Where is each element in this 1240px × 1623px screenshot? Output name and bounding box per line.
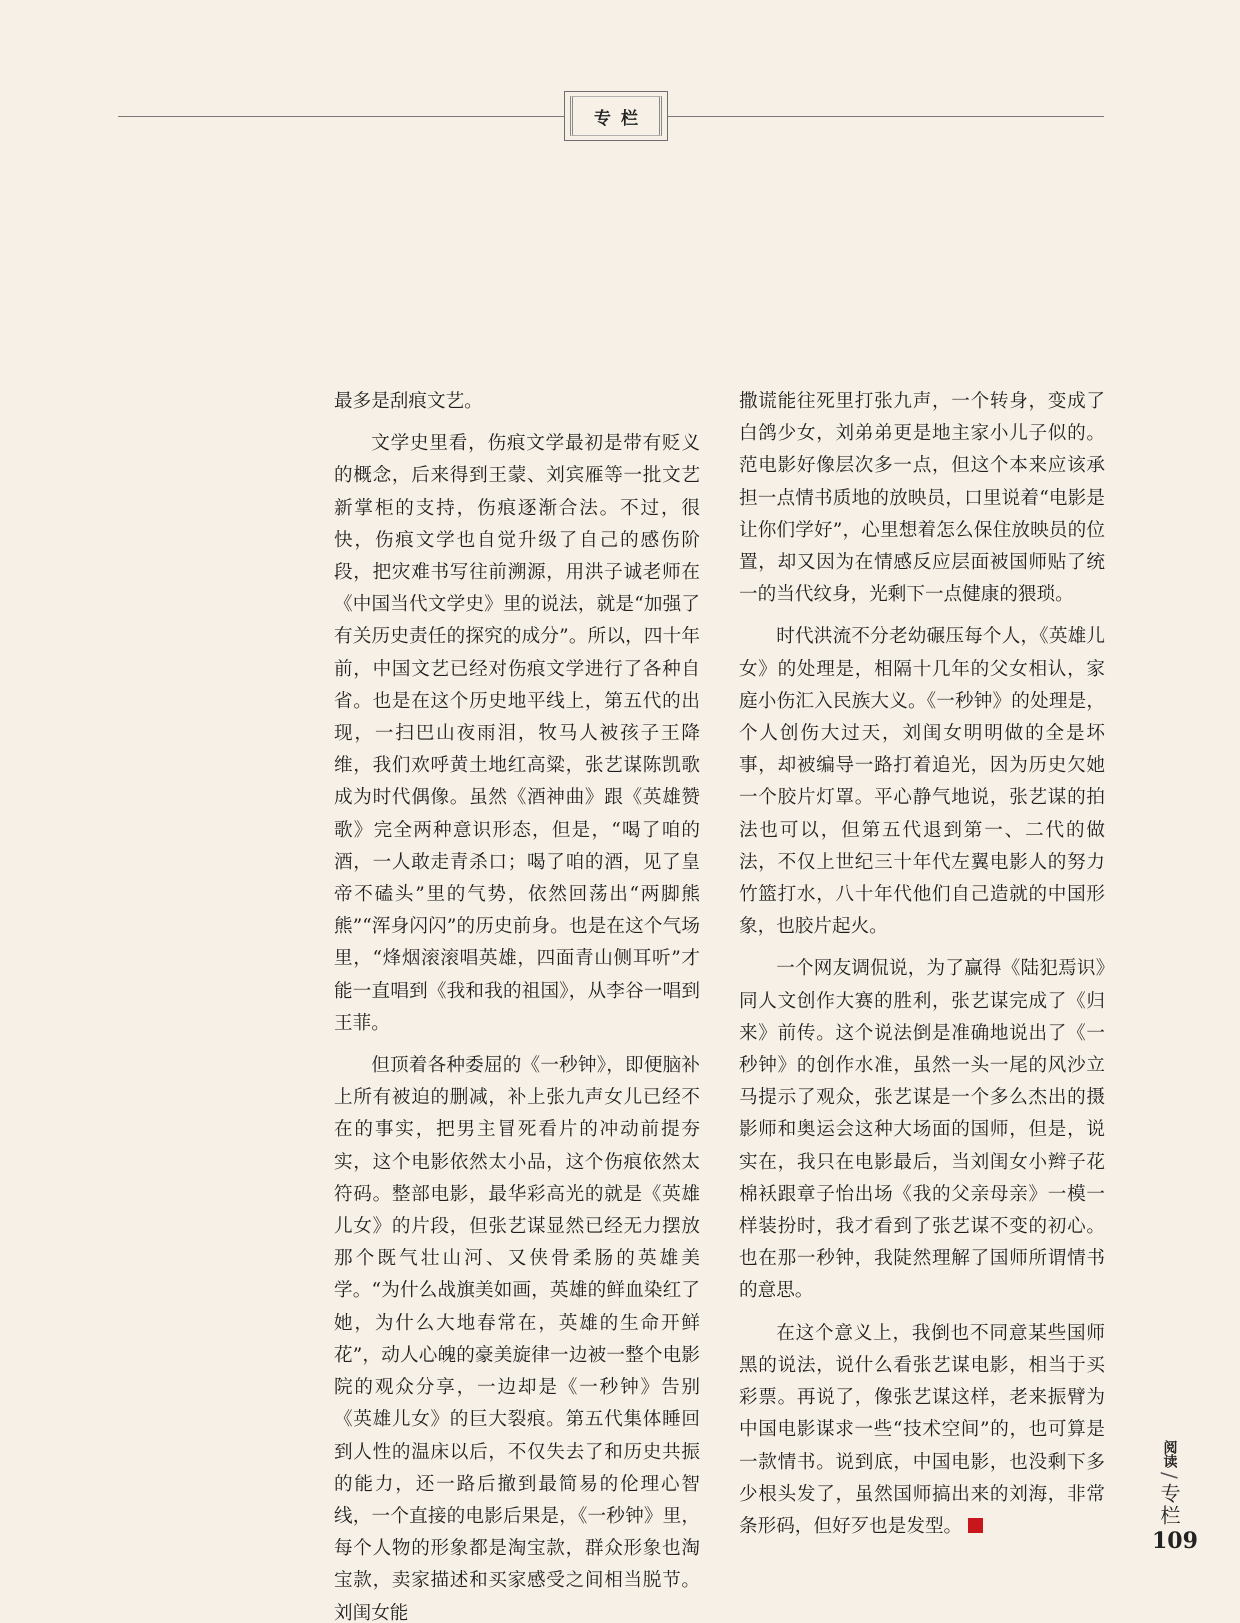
paragraph: 最多是刮痕文艺。 [334,391,483,412]
left-column [334,386,700,1623]
paragraph: 但顶着各种委屈的《一秒钟》，即便脑补上所有被迫的删减，补上张九声女儿已经不在的事实，把男主冒死看片的冲动前提夯实，这个电影依然太小品，这个伤痕依然太符码。整部电影，最华彩高光的就是《英雄儿女》的片段，但张艺谋显然已经无力摆放那个既气壮山河、又侠骨柔肠的英雄美学。“为什么战旗美如画，英雄的鲜血染红了她，为什么大地春常在，英雄的生命开鲜花”，动人心魄的豪美旋律一边被一整个电影院的观众分享，一边却是《一秒钟》告别《英雄儿女》的巨大裂痕。第五代集体睡回到人性的温床以后，不仅失去了和历史共振的能力，还一路后撤到最简易的伦理心智线，一个直接的电影后果是，《一秒钟》里，每个人物的形象都是淘宝款，群众形象也淘宝款，卖家描述和买家感受之间相当脱节。刘闺女能 [334,1055,700,1623]
paragraph-final-text: 在这个意义上，我倒也不同意某些国师黑的说法，说什么看张艺谋电影，相当于买彩票。再说了，像张艺谋这样，老来振臂为中国电影谋求一些“技术空间”的，也可算是一款情书。说到底，中国电影，也没剩下多少根头发了，虽然国师搞出来的刘海，非常条形码，但好歹也是发型。 [739,1322,1105,1537]
paragraph: 文学史里看，伤痕文学最初是带有贬义的概念，后来得到王蒙、刘宾雁等一批文艺新掌柜的支持，伤痕逐渐合法。不过，很快，伤痕文学也自觉升级了自己的感伤阶段，把灾难书写往前溯源，用洪子诚老师在《中国当代文学史》里的说法，就是“加强了有关历史责任的探究的成分”。所以，四十年前，中国文艺已经对伤痕文学进行了各种自省。也是在这个历史地平线上，第五代的出现，一扫巴山夜雨泪，牧马人被孩子王降维，我们欢呼黄土地红高粱，张艺谋陈凯歌成为时代偶像。虽然《酒神曲》跟《英雄赞歌》完全两种意识形态，但是，“喝了咱的酒，一人敢走青杀口；喝了咱的酒，见了皇帝不磕头”里的气势，依然回荡出“两脚熊熊”“浑身闪闪”的历史前身。也是在这个气场里，“烽烟滚滚唱英雄，四面青山侧耳听”才能一直唱到《我和我的祖国》，从李谷一唱到王菲。 [334,433,700,1034]
right-column [739,386,1105,1543]
paragraph: 撒谎能往死里打张九声，一个转身，变成了白鸽少女，刘弟弟更是地主家小儿子似的。范电影好像层次多一点，但这个本来应该承担一点情书质地的放映员，口里说着“电影是让你们学好”，心里想着怎么保住放映员的位置，却又因为在情感反应层面被国师贴了统一的当代纹身，光剩下一点健康的猥琐。 [739,391,1105,606]
running-footer [1155,1440,1184,1527]
magazine-brand: 阅读 [1161,1440,1178,1468]
footer-divider: / [1157,1472,1182,1479]
end-of-article-mark [968,1518,983,1533]
header-rule-right [668,116,1104,117]
section-header-label: 专栏 [594,108,648,129]
paragraph: 时代洪流不分老幼碾压每个人，《英雄儿女》的处理是，相隔十几年的父女相认，家庭小伤汇入民族大义。《一秒钟》的处理是，个人创伤大过天，刘闺女明明做的全是坏事，却被编导一路打着追光，因为历史欠她一个胶片灯罩。平心静气地说，张艺谋的拍法也可以，但第五代退到第一、二代的做法，不仅上世纪三十年代左翼电影人的努力竹篮打水，八十年代他们自己造就的中国形象，也胶片起火。 [739,626,1105,938]
page-number: 109 [1152,1528,1198,1554]
footer-section: 专栏 [1157,1482,1181,1527]
header-rule-left [118,116,564,117]
paragraph: 一个网友调侃说，为了赢得《陆犯焉识》同人文创作大赛的胜利，张艺谋完成了《归来》前传。这个说法倒是准确地说出了《一秒钟》的创作水准，虽然一头一尾的风沙立马提示了观众，张艺谋是一个多么杰出的摄影师和奥运会这种大场面的国师，但是，说实在，我只在电影最后，当刘闺女小辫子花棉袄跟章子怡出场《我的父亲母亲》一模一样装扮时，我才看到了张艺谋不变的初心。也在那一秒钟，我陡然理解了国师所谓情书的意思。 [739,958,1105,1302]
paragraph-final [739,1318,1105,1543]
section-header-frame [570,96,662,136]
section-header-box [564,91,668,141]
